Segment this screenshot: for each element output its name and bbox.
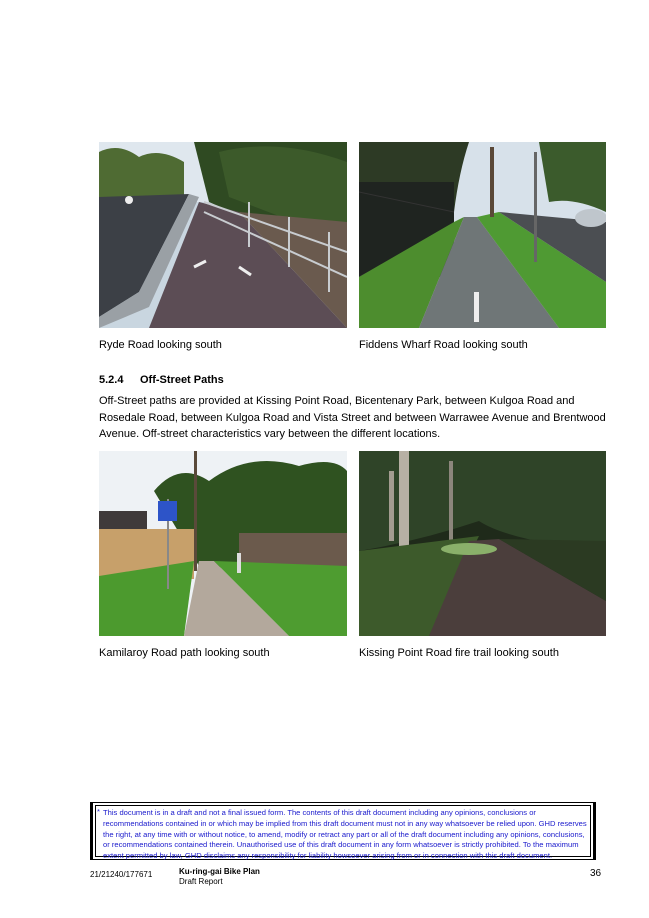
page-number: 36 [590,868,602,879]
draft-disclaimer-box [90,802,596,860]
section-title: Off-Street Paths [140,374,224,386]
caption-fiddens-wharf-road: Fiddens Wharf Road looking south [359,339,528,351]
photo-fiddens-wharf-road [359,142,606,328]
photo-kamilaroy-road [99,451,347,636]
photo-ryde-road [99,142,347,328]
disclaimer-marker: * [97,807,100,816]
photo-kissing-point-road [359,451,606,636]
section-body: Off-Street paths are provided at Kissing Point Road, Bicentenary Park, between Kulgoa Road and Rosedale Road, between Kulgoa Road and Vista Street and between Warrawee Avenue and Brentwood Avenue. Off-street characteristics vary between the different locations. [99,395,606,440]
footer-subtitle: Draft Report [179,877,223,886]
disclaimer-text: This document is in a draft and not a final issued form. The contents of this draft document including any opinions, conclusions or recommendations contained in or which may be implied from this draft document must not in any way whatsoever be relied upon. GHD reserves the right, at any time with or without notice, to amend, modify or retract any part or all of the draft document including any opinions, conclusions, or recommendations contained therein. Unauthorised use of this draft document in any form whatsoever is strictly prohibited. To the maximum extent permitted by law, GHD disclaims any responsibility for liability howsoever arising from or in connection with this draft document. [103,808,587,861]
caption-kissing-point-road: Kissing Point Road fire trail looking south [359,647,559,659]
caption-kamilaroy-road: Kamilaroy Road path looking south [99,647,270,659]
footer-doc-number: 21/21240/177671 [90,870,153,879]
footer-title: Ku-ring-gai Bike Plan [179,867,260,876]
section-heading [99,374,224,386]
section-number: 5.2.4 [99,374,124,386]
caption-ryde-road: Ryde Road looking south [99,339,222,351]
